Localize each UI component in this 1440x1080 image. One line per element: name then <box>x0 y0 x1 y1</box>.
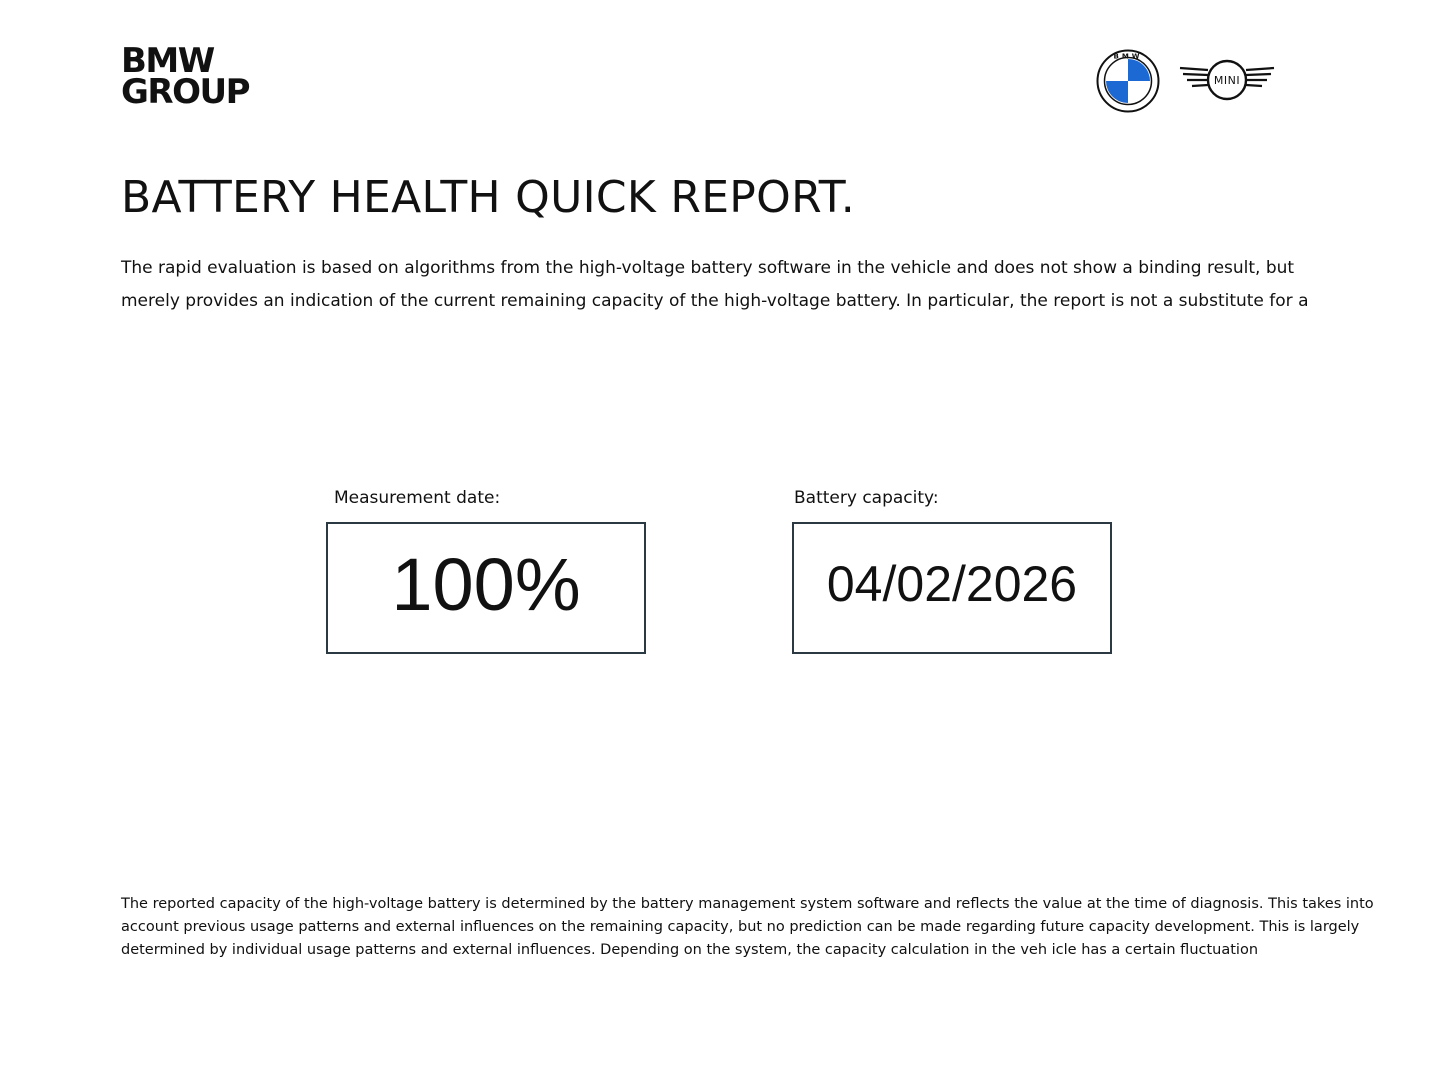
bmw-group-logo <box>121 41 250 112</box>
mini-logo-text: MINI <box>1213 74 1241 87</box>
measurement-value: 100% <box>391 542 581 626</box>
page-title: BATTERY HEALTH QUICK REPORT. <box>121 172 855 223</box>
intro-paragraph: The rapid evaluation is based on algorithms from the high-voltage battery software in the vehicle and does not show a binding result, but <box>121 258 1295 278</box>
mini-logo-icon <box>1178 58 1276 102</box>
disclaimer-paragraph: determined by individual usage patterns and external influences. Depending on the system, the capacity calculation in the veh icle has a certain fluctuation <box>121 942 1259 958</box>
battery-capacity-value-box <box>792 522 1112 654</box>
disclaimer-text <box>121 891 1381 963</box>
intro-text <box>121 258 1341 316</box>
brand-logo-line2: GROUP <box>121 72 250 112</box>
roundel-text: BMW <box>1113 52 1143 61</box>
intro-paragraph: merely provides an indication of the current remaining capacity of the high-voltage battery. In particular, the report is not a substitute for a <box>121 291 1309 311</box>
disclaimer-paragraph: The reported capacity of the high-voltage battery is determined by the battery management system software and reflects the value at the time of diagnosis. This takes into <box>121 896 1374 912</box>
measurement-date-label: Measurement date: <box>334 488 501 508</box>
battery-capacity-value: 04/02/2026 <box>826 556 1078 612</box>
disclaimer-paragraph: account previous usage patterns and external influences on the remaining capacity, but no prediction can be made regarding future capacity development. This is largely <box>121 919 1360 935</box>
bmw-roundel-icon <box>1096 49 1160 113</box>
battery-capacity-label: Battery capacity: <box>794 488 939 508</box>
measurement-value-box <box>326 522 646 654</box>
brand-logo-line1: BMW <box>121 41 214 81</box>
